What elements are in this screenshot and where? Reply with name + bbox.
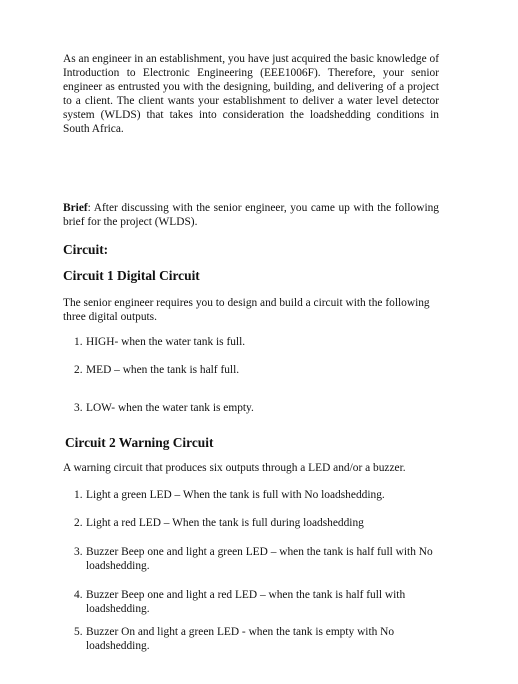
list-number: 4. xyxy=(74,589,83,601)
circuit1-description: The senior engineer requires you to design and build a circuit with the following three digital outputs. xyxy=(63,297,430,323)
list-number: 5. xyxy=(74,626,83,638)
list-number: 3. xyxy=(74,546,83,558)
list-text: Light a green LED – When the tank is full with No loadshedding. xyxy=(86,489,385,501)
circuit2-heading: Circuit 2 Warning Circuit xyxy=(65,435,214,450)
list-item xyxy=(74,336,454,350)
list-item xyxy=(74,517,454,531)
list-number: 1. xyxy=(74,336,83,348)
list-item xyxy=(74,546,452,574)
list-item xyxy=(74,626,452,654)
circuit2-description: A warning circuit that produces six outputs through a LED and/or a buzzer. xyxy=(63,462,406,474)
brief-paragraph xyxy=(63,202,439,230)
list-number: 3. xyxy=(74,402,83,414)
list-item xyxy=(74,402,454,416)
list-item xyxy=(74,489,454,503)
list-text: Buzzer Beep one and light a green LED – when the tank is half full with No loadshedding. xyxy=(86,546,433,572)
list-text: HIGH- when the water tank is full. xyxy=(86,336,246,348)
list-item xyxy=(74,364,454,378)
brief-text: : After discussing with the senior engineer, you came up with the following brief for the project (WLDS). xyxy=(63,202,439,228)
list-item xyxy=(74,589,452,617)
intro-paragraph: As an engineer in an establishment, you have just acquired the basic knowledge of Introduction to Electronic Engineering (EEE1006F). Therefore, your senior engineer as entrusted you with the designing, building, and delivering of a project to a client. The client wants your establishment to deliver a water level detector system (WLDS) that takes into consideration the loadshedding conditions in South Africa. xyxy=(63,53,439,135)
list-text: Light a red LED – When the tank is full during loadshedding xyxy=(86,517,364,529)
brief-label: Brief xyxy=(63,202,88,214)
list-number: 2. xyxy=(74,364,83,376)
list-number: 1. xyxy=(74,489,83,501)
list-text: MED – when the tank is half full. xyxy=(86,364,240,376)
circuit1-heading: Circuit 1 Digital Circuit xyxy=(63,268,200,283)
list-number: 2. xyxy=(74,517,83,529)
list-text: Buzzer On and light a green LED - when the tank is empty with No loadshedding. xyxy=(86,626,395,652)
circuit-heading: Circuit: xyxy=(63,242,109,257)
list-text: Buzzer Beep one and light a red LED – when the tank is half full with loadshedding. xyxy=(86,589,406,615)
list-text: LOW- when the water tank is empty. xyxy=(86,402,254,414)
